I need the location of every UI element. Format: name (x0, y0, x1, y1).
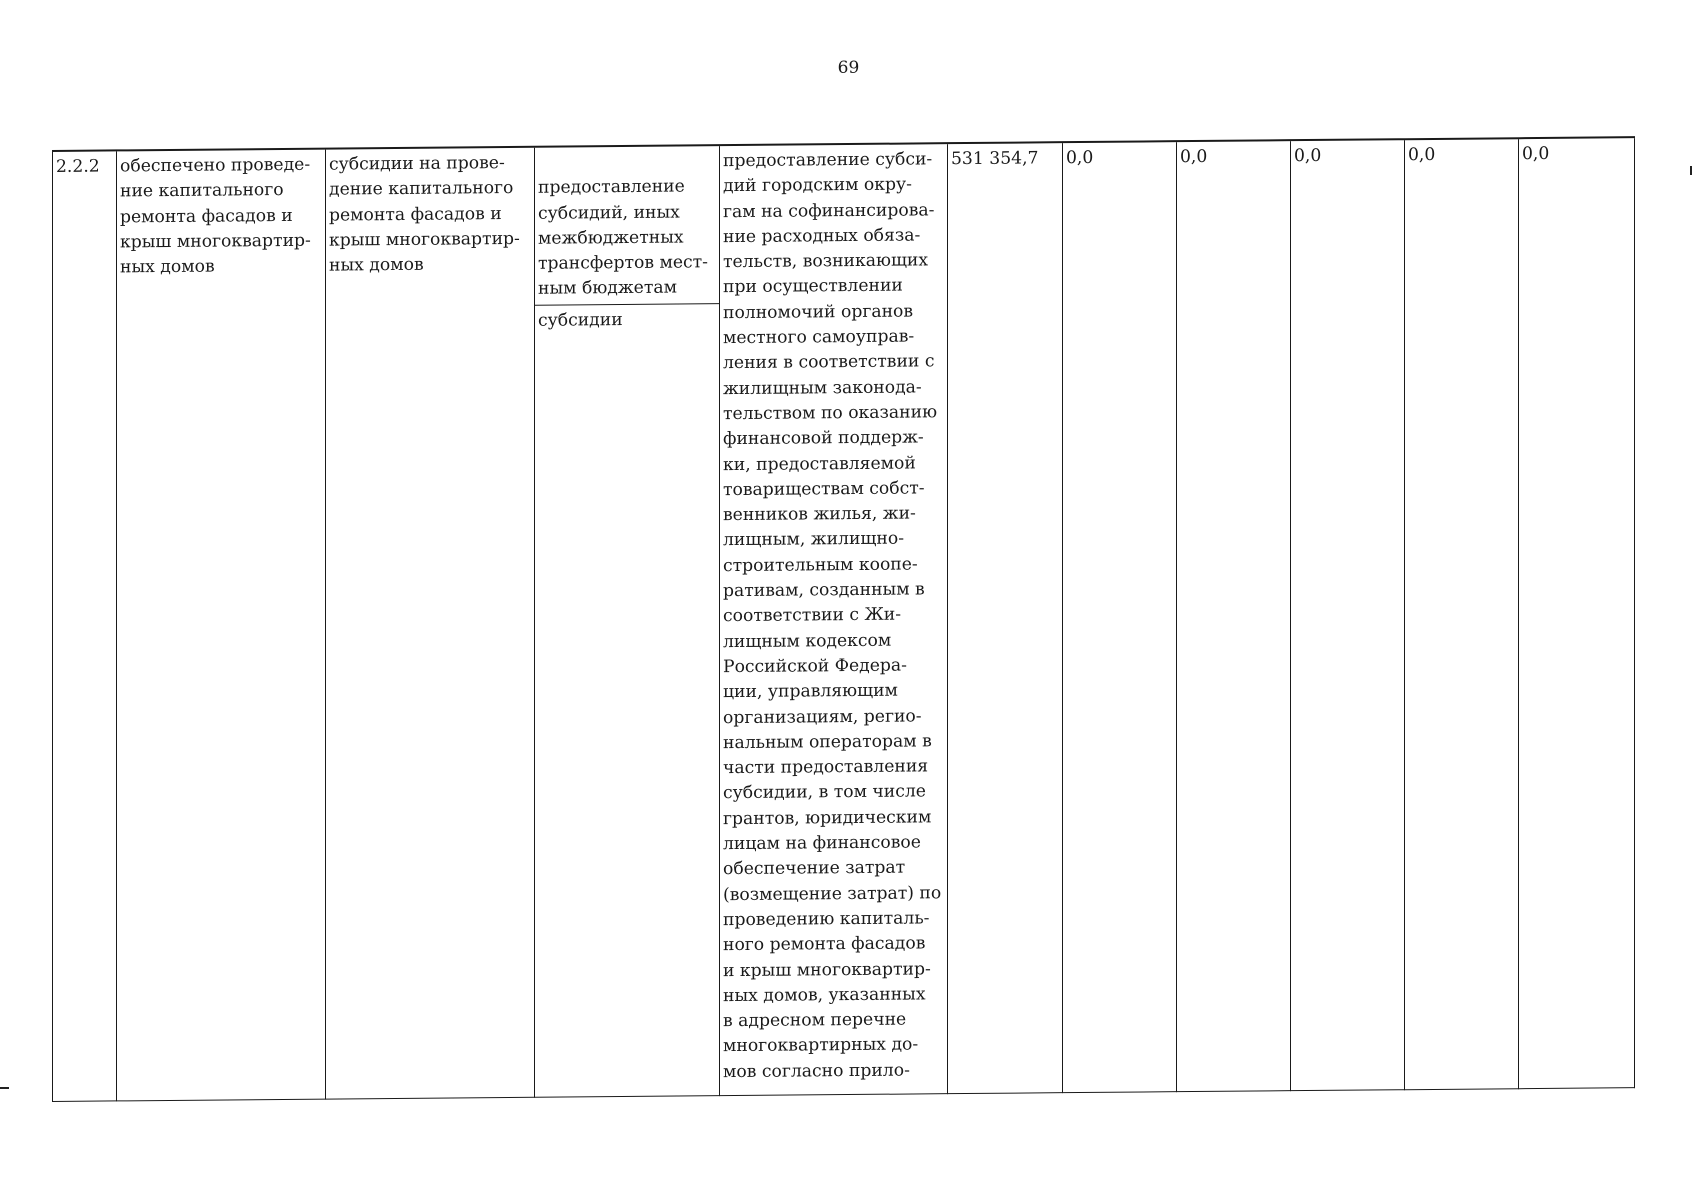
direction-cell (535, 145, 720, 1097)
value-year-1: 0,0 (1063, 141, 1177, 1092)
page-number: 69 (837, 58, 860, 78)
description-cell: предоставление субси- дий городским окру- гам на софинансирова- ние расходных обяза- тельств, возникающих при осуществлении полномочий органов местного самоуправ- ления в соответствии с жилищным законода- тельством по оказанию финансовой поддерж- ки, предоставляемой товариществам собст- венников жилья, жи- лищным, жилищно- строительным коопе- ративам, созданным в соответствии с Жи- лищным кодексом Российской Федера- ции, управляющим организациям, регио- нальным операторам в части предоставления субсидии, в том числе грантов, юридическим лицам на финансовое обеспечение затрат (возмещение затрат) по проведению капиталь- ного ремонта фасадов и крыш многоквартир- ных домов, указанных в адресном перечне многоквартирных до- мов согласно прило- (720, 143, 948, 1095)
direction-text: предоставление субсидий, иных межбюджетных трансфертов мест- ным бюджетам (535, 171, 719, 305)
value-total: 531 354,7 (948, 142, 1063, 1094)
measure-cell: субсидии на прове- дение капитального ремонта фасадов и крыш многоквартир- ных домов (326, 147, 535, 1099)
value-year-5: 0,0 (1519, 137, 1635, 1089)
direction-subtable (535, 171, 719, 333)
table-row (53, 137, 1635, 1101)
direction-subsidy: субсидии (538, 309, 623, 331)
scan-mark-left (0, 1087, 9, 1089)
value-year-4: 0,0 (1405, 138, 1519, 1089)
budget-table (52, 136, 1635, 1102)
scan-mark-right (1690, 166, 1692, 175)
result-cell: обеспечено проведе- ние капитального ремонта фасадов и крыш многоквартир- ных домов (117, 149, 326, 1101)
value-year-2: 0,0 (1177, 140, 1291, 1091)
row-code: 2.2.2 (53, 150, 117, 1101)
value-year-3: 0,0 (1291, 139, 1405, 1090)
table-sheet (52, 136, 1634, 1102)
